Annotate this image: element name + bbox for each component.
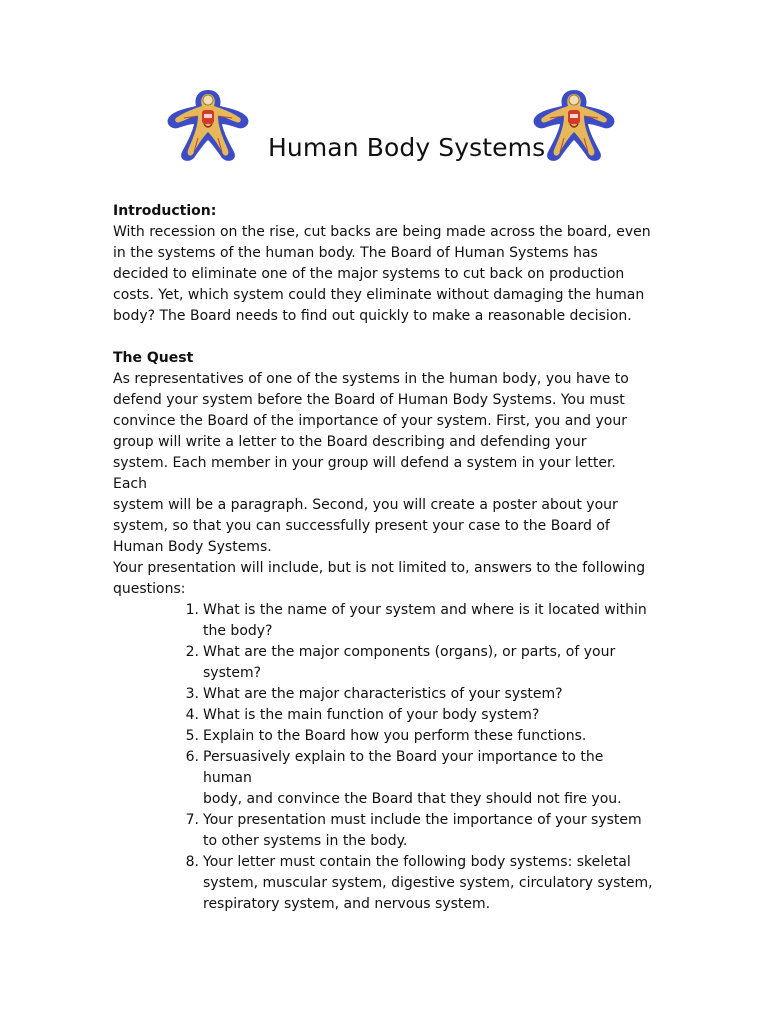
- list-item-line: to other systems in the body.: [203, 833, 408, 849]
- list-item-line: Explain to the Board how you perform these functions.: [203, 728, 587, 744]
- quest-line: group will write a letter to the Board describing and defending your: [113, 434, 587, 450]
- list-item: [185, 642, 653, 684]
- list-item-line: What is the main function of your body system?: [203, 707, 540, 723]
- list-item: [185, 747, 653, 810]
- list-item-number: 1.: [185, 602, 199, 618]
- list-item-line: Persuasively explain to the Board your importance to the human: [203, 749, 604, 786]
- list-item: [185, 810, 653, 852]
- quest-line: system, so that you can successfully present your case to the Board of: [113, 518, 610, 534]
- list-item-line: What are the major components (organs), or parts, of your: [203, 644, 616, 660]
- introduction-line: body? The Board needs to find out quickly to make a reasonable decision.: [113, 308, 632, 324]
- quest-line: system will be a paragraph. Second, you will create a poster about your: [113, 497, 618, 513]
- page-title: Human Body Systems: [268, 133, 546, 162]
- list-item-number: 4.: [185, 707, 199, 723]
- quest-line: Human Body Systems.: [113, 539, 272, 555]
- introduction-paragraph: [113, 222, 653, 327]
- quest-line: As representatives of one of the systems in the human body, you have to: [113, 371, 629, 387]
- quest-line: convince the Board of the importance of your system. First, you and your: [113, 413, 627, 429]
- quest-line: system. Each member in your group will defend a system in your letter. Each: [113, 455, 616, 492]
- list-item: [185, 600, 653, 642]
- list-item-line: body, and convince the Board that they should not fire you.: [203, 791, 622, 807]
- list-item-number: 8.: [185, 854, 199, 870]
- introduction-line: in the systems of the human body. The Board of Human Systems has: [113, 245, 598, 261]
- list-item-number: 7.: [185, 812, 199, 828]
- quest-heading: The Quest: [113, 350, 194, 366]
- list-item-line: Your letter must contain the following body systems: skeletal: [203, 854, 631, 870]
- list-item-line: What are the major characteristics of your system?: [203, 686, 563, 702]
- introduction-heading: Introduction:: [113, 203, 217, 219]
- list-item-line: Your presentation must include the importance of your system: [203, 812, 642, 828]
- list-item-number: 6.: [185, 749, 199, 765]
- introduction-line: With recession on the rise, cut backs are being made across the board, even: [113, 224, 651, 240]
- list-item-number: 3.: [185, 686, 199, 702]
- quest-paragraph: [113, 369, 653, 600]
- list-item-line: system?: [203, 665, 262, 681]
- section-spacer: [113, 327, 653, 348]
- list-item: [185, 852, 653, 915]
- list-item: [185, 684, 653, 705]
- list-item-line: the body?: [203, 623, 273, 639]
- list-item: [185, 726, 653, 747]
- list-item: [185, 705, 653, 726]
- questions-list: [113, 600, 653, 915]
- document-body: [113, 201, 653, 915]
- introduction-line: decided to eliminate one of the major systems to cut back on production: [113, 266, 625, 282]
- introduction-line: costs. Yet, which system could they eliminate without damaging the human: [113, 287, 645, 303]
- list-item-line: respiratory system, and nervous system.: [203, 896, 491, 912]
- list-item-number: 5.: [185, 728, 199, 744]
- list-item-line: system, muscular system, digestive system, circulatory system,: [203, 875, 653, 891]
- quest-line: questions:: [113, 581, 186, 597]
- quest-line: defend your system before the Board of Human Body Systems. You must: [113, 392, 625, 408]
- quest-line: Your presentation will include, but is not limited to, answers to the following: [113, 560, 646, 576]
- list-item-number: 2.: [185, 644, 199, 660]
- human-body-figure-icon: [164, 88, 252, 164]
- list-item-line: What is the name of your system and where is it located within: [203, 602, 647, 618]
